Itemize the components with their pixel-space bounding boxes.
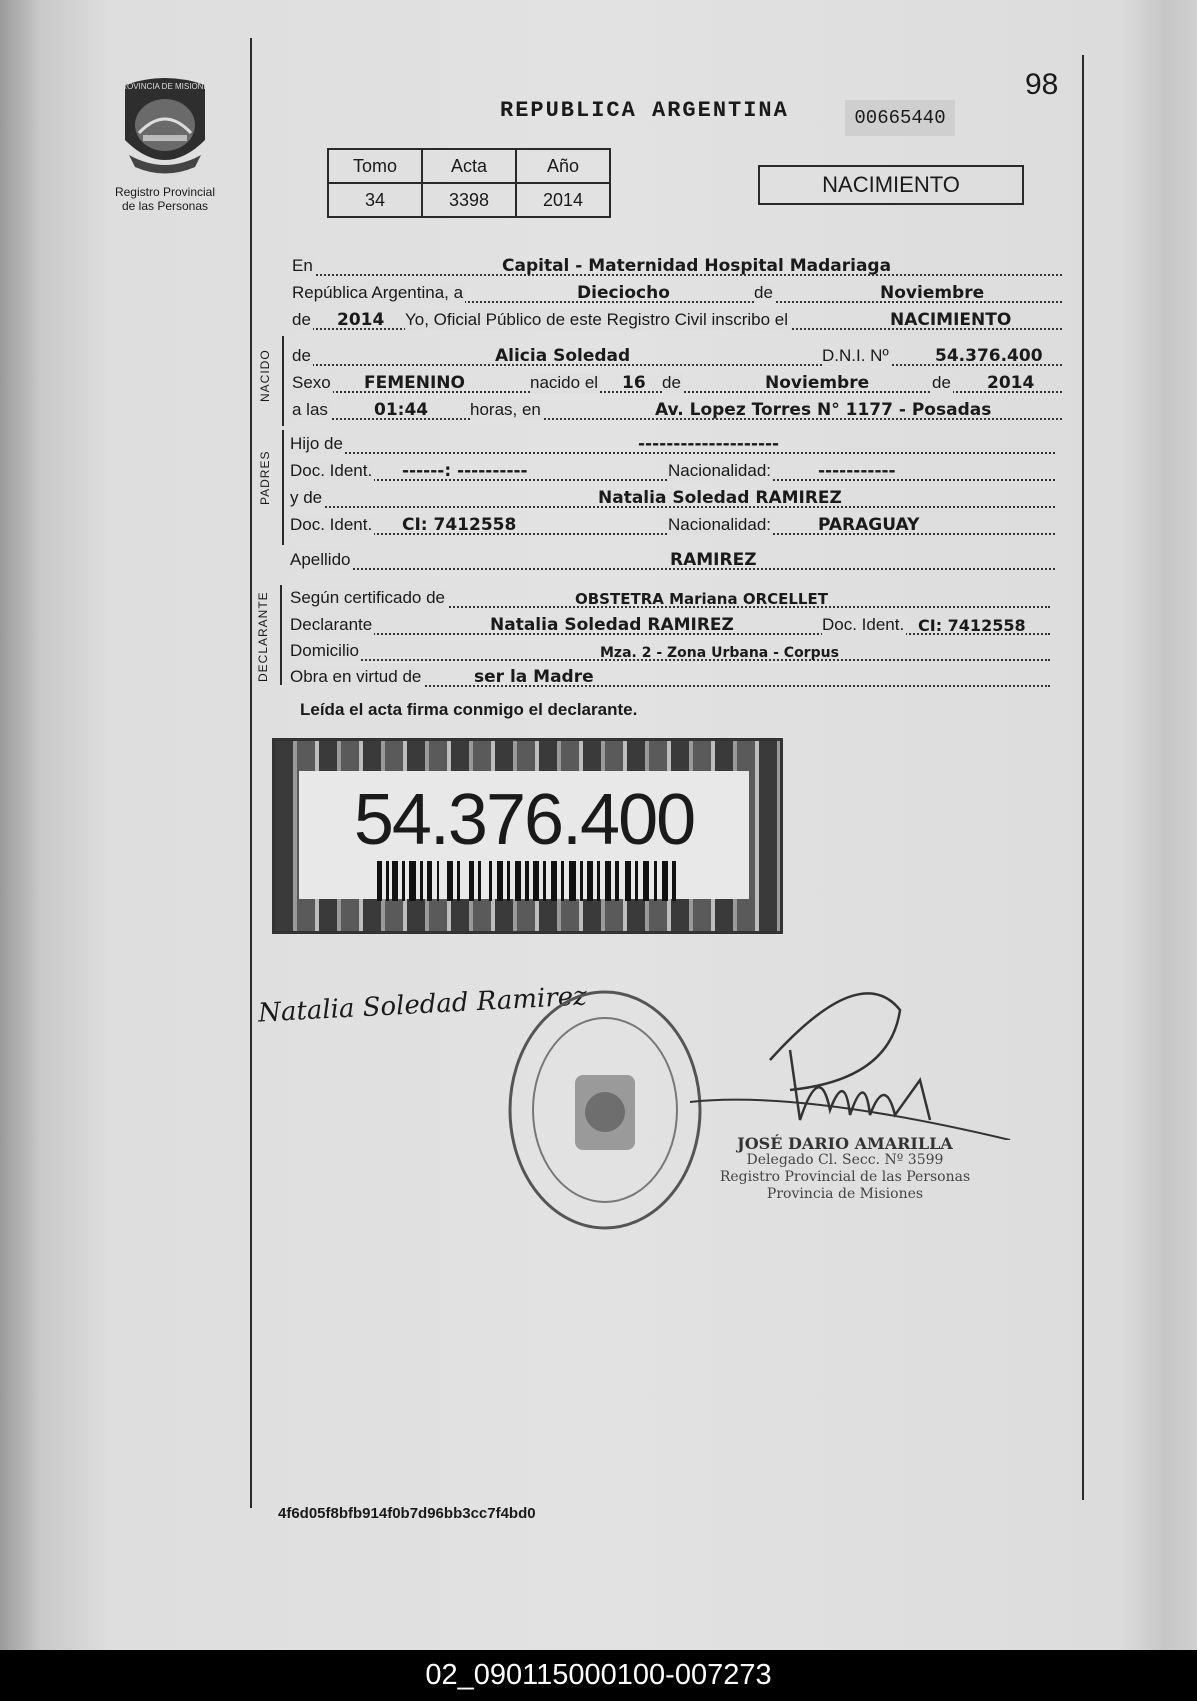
oficial-text: Yo, Oficial Público de este Registro Civil inscribo el	[405, 310, 788, 329]
dni-label: D.N.I. Nº	[822, 346, 889, 365]
hijo-label: Hijo de	[290, 434, 343, 453]
right-margin-line	[1082, 55, 1084, 1500]
yde-label: y de	[290, 488, 323, 507]
row-certificado	[290, 584, 1050, 610]
birth-year-value: 2014	[987, 373, 1035, 393]
official-signature-icon	[680, 990, 1020, 1140]
en-label: En	[292, 256, 313, 275]
de-label-1: de	[754, 283, 773, 302]
declarante-label: Declarante	[290, 615, 373, 634]
closing-statement: Leída el acta firma conmigo el declarante.	[300, 700, 638, 719]
birthplace-value: Av. Lopez Torres N° 1177 - Posadas	[655, 400, 992, 420]
de-label-4: de	[662, 373, 681, 392]
country-title: REPUBLICA ARGENTINA	[500, 98, 789, 123]
sticker-dni-number: 54.376.400	[353, 780, 695, 860]
birth-day-value: 16	[622, 373, 646, 393]
domicilio-label: Domicilio	[290, 641, 359, 660]
doc-ident-label-1: Doc. Ident.	[290, 461, 373, 480]
apellido-value: RAMIREZ	[670, 550, 757, 570]
declarante-doc-value: CI: 7412558	[918, 616, 1026, 635]
mother-nationality-value: PARAGUAY	[818, 515, 920, 535]
cert-value: OBSTETRA Mariana ORCELLET	[575, 590, 828, 608]
row-madre	[290, 484, 1055, 510]
acta-value: 3398	[422, 183, 516, 217]
doc-ident-label-3: Doc. Ident.	[822, 615, 905, 634]
declarante-side-label: DECLARANTE	[256, 591, 270, 682]
dni-sticker-panel	[299, 771, 749, 899]
row-apellido	[290, 546, 1055, 572]
row-declarante	[290, 611, 1050, 637]
official-stamp-text	[700, 1135, 990, 1203]
horas-label: horas, en	[470, 400, 541, 419]
row-hijo	[290, 430, 1055, 456]
place-value: Capital - Maternidad Hospital Madariaga	[502, 256, 892, 276]
birth-month-value: Noviembre	[765, 373, 870, 393]
registry-name	[100, 185, 230, 213]
official-registry: Registro Provincial de las Personas	[719, 1169, 971, 1185]
nacionalidad-label-1: Nacionalidad:	[668, 461, 772, 480]
row-hora	[292, 396, 1062, 422]
row-name	[292, 342, 1062, 368]
registry-line-1: Registro Provincial	[114, 185, 216, 199]
dni-value: 54.376.400	[935, 346, 1043, 366]
inscribe-value: NACIMIENTO	[890, 310, 1012, 330]
left-margin-line	[250, 38, 252, 1508]
sexo-value: FEMENINO	[364, 373, 465, 393]
hora-value: 01:44	[374, 400, 429, 420]
nacido-side-label: NACIDO	[258, 349, 272, 402]
child-name-value: Alicia Soledad	[495, 346, 631, 366]
official-seal-icon	[505, 985, 705, 1235]
sexo-label: Sexo	[292, 373, 331, 392]
de-label-2: de	[292, 310, 311, 329]
father-nationality-value: -----------	[818, 461, 896, 481]
row-sexo	[292, 369, 1062, 395]
declarante-value: Natalia Soledad RAMIREZ	[490, 615, 734, 635]
day-value: Dieciocho	[577, 283, 670, 303]
emblem-top-text: PROVINCIA DE MISIONES	[115, 82, 215, 91]
tomo-header: Tomo	[328, 149, 422, 183]
acta-header: Acta	[422, 149, 516, 183]
record-type-box: NACIMIENTO	[758, 165, 1024, 205]
row-doc1	[290, 457, 1055, 483]
de-label-5: de	[932, 373, 951, 392]
nacido-section-line	[282, 336, 284, 426]
padres-section-line	[282, 430, 284, 545]
footer-id-bar: 02_090115000100-007273	[0, 1650, 1197, 1701]
domicilio-value: Mza. 2 - Zona Urbana - Corpus	[600, 645, 839, 661]
month-value: Noviembre	[880, 283, 985, 303]
nacido-label: nacido el	[530, 373, 599, 392]
obra-value: ser la Madre	[474, 667, 594, 687]
apellido-label: Apellido	[290, 550, 351, 569]
mother-doc-value: CI: 7412558	[402, 515, 517, 535]
row-domicilio	[290, 637, 1050, 663]
anio-value: 2014	[516, 183, 610, 217]
row-obra	[290, 663, 1050, 689]
misiones-emblem-icon	[115, 75, 215, 180]
row-en	[292, 252, 1062, 278]
father-value: --------------------	[638, 434, 780, 454]
declarant-signature: Natalia Soledad Ramirez	[257, 981, 588, 1029]
official-title: Delegado Cl. Secc. Nº 3599	[746, 1152, 944, 1168]
official-province: Provincia de Misiones	[766, 1186, 924, 1202]
dni-sticker	[272, 738, 783, 934]
anio-header: Año	[516, 149, 610, 183]
mother-value: Natalia Soledad RAMIREZ	[598, 488, 842, 508]
nacionalidad-label-2: Nacionalidad:	[668, 515, 772, 534]
barcode-icon	[377, 861, 677, 901]
alas-label: a las	[292, 400, 328, 419]
row-oficial	[292, 306, 1062, 332]
cert-label: Según certificado de	[290, 588, 445, 607]
folio-number: 98	[1025, 68, 1059, 101]
document-hash: 4f6d05f8bfb914f0b7d96bb3cc7f4bd0	[278, 1505, 536, 1522]
obra-label: Obra en virtud de	[290, 667, 422, 686]
row-doc2	[290, 511, 1055, 537]
tomo-value: 34	[328, 183, 422, 217]
row-fecha	[292, 279, 1062, 305]
year-value: 2014	[337, 310, 385, 330]
de-label-3: de	[292, 346, 311, 365]
registry-line-2: de las Personas	[121, 199, 209, 213]
declarante-section-line	[280, 585, 282, 685]
official-name: JOSÉ DARIO AMARILLA	[737, 1134, 953, 1153]
padres-side-label: PADRES	[258, 450, 272, 505]
father-doc-value: ------: ----------	[402, 461, 528, 481]
record-table	[327, 148, 611, 218]
rep-label: República Argentina, a	[292, 283, 464, 302]
serial-number: 00665440	[845, 100, 955, 136]
doc-ident-label-2: Doc. Ident.	[290, 515, 373, 534]
